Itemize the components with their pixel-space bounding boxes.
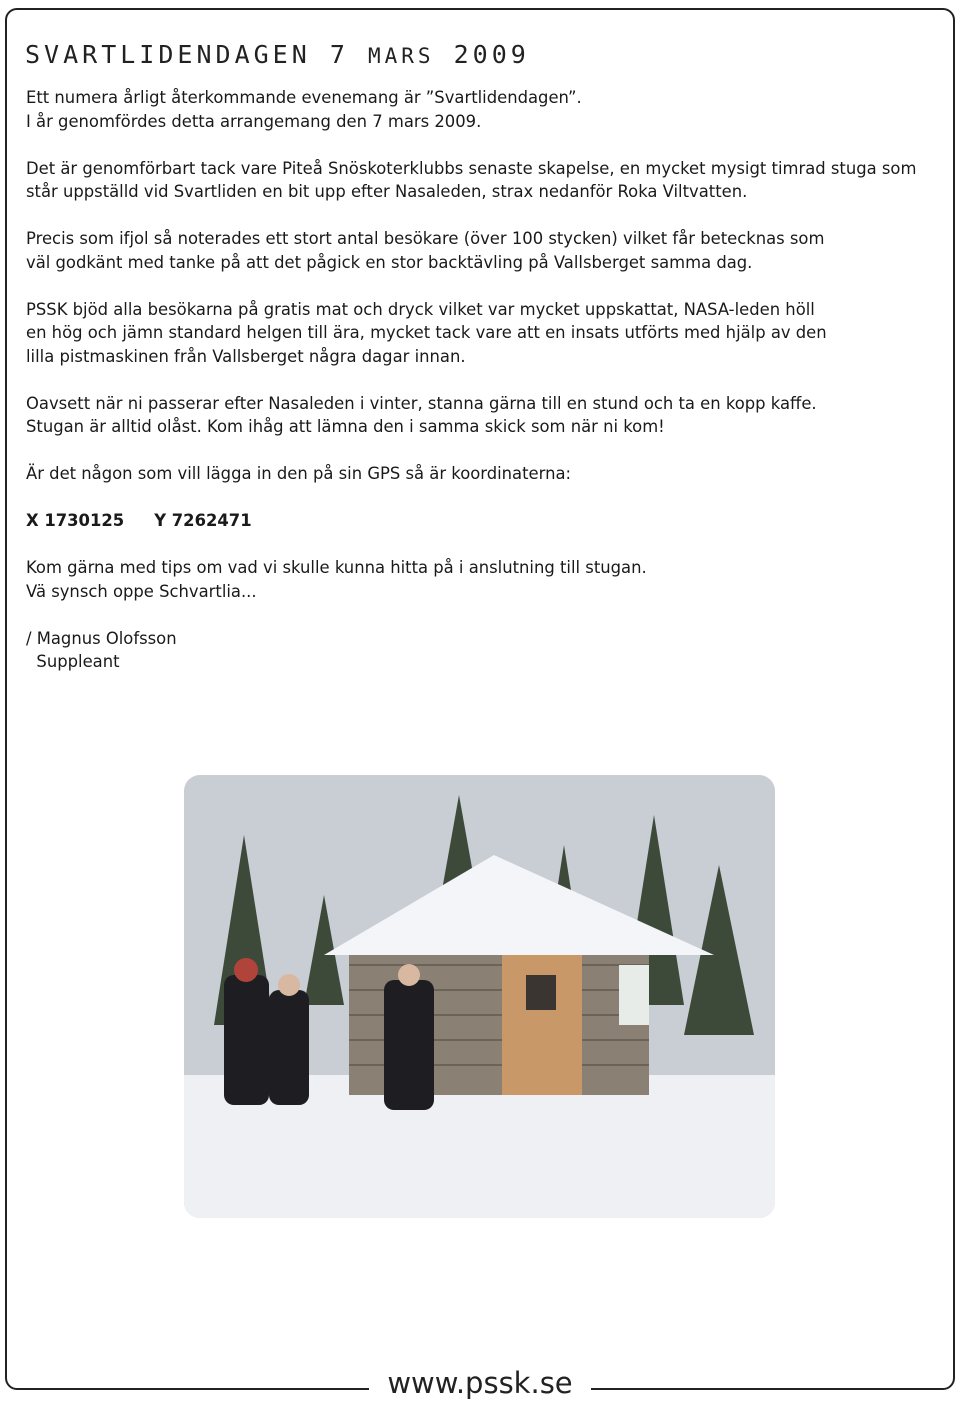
paragraph-food: PSSK bjöd alla besökarna på gratis mat och dryck vilket var mycket uppskattat, NASA-leden höll en hög och jämn standard helgen till ära, mycket tack vare att en insats utförts med hjälp av den lilla pistmaskinen från Vallsberget några dagar innan. xyxy=(26,299,827,366)
gps-coordinates: X 1730125 Y 7262471 xyxy=(26,511,252,530)
website-link[interactable]: www.pssk.se xyxy=(369,1366,590,1400)
paragraph-closing: Kom gärna med tips om vad vi skulle kunna hitta på i anslutning till stugan. Vä synsch oppe Schvartlia... xyxy=(26,558,647,601)
paragraph-visitors: Precis som ifjol så noterades ett stort antal besökare (över 100 stycken) vilket får betecknas som väl godkänt med tanke på att det pågick en stor backtävling på Vallsberget samma dag. xyxy=(26,229,825,272)
paragraph-visit: Oavsett när ni passerar efter Nasaleden i vinter, stanna gärna till en stund och ta en kopp kaffe. Stugan är alltid olåst. Kom ihåg att lämna den i samma skick som när ni kom! xyxy=(26,393,817,436)
paragraph-intro: Ett numera årligt återkommande evenemang är ”Svartlidendagen”. I år genomfördes detta arrangemang den 7 mars 2009. xyxy=(26,88,582,131)
signature: / Magnus Olofsson Suppleant xyxy=(26,628,177,671)
page-title: SVARTLIDENDAGEN 7 MARS 2009 xyxy=(25,40,530,69)
paragraph-cabin: Det är genomförbart tack vare Piteå Snöskoterklubbs senaste skapelse, en mycket mysigt timrad stuga som står uppställd vid Svartliden en bit upp efter Nasaleden, strax nedanför Roka Viltvatten. xyxy=(26,158,917,201)
article-body xyxy=(26,86,941,697)
paragraph-gps: Är det någon som vill lägga in den på sin GPS så är koordinaterna: xyxy=(26,464,572,483)
footer xyxy=(0,1366,960,1400)
cabin-photo xyxy=(184,775,775,1218)
